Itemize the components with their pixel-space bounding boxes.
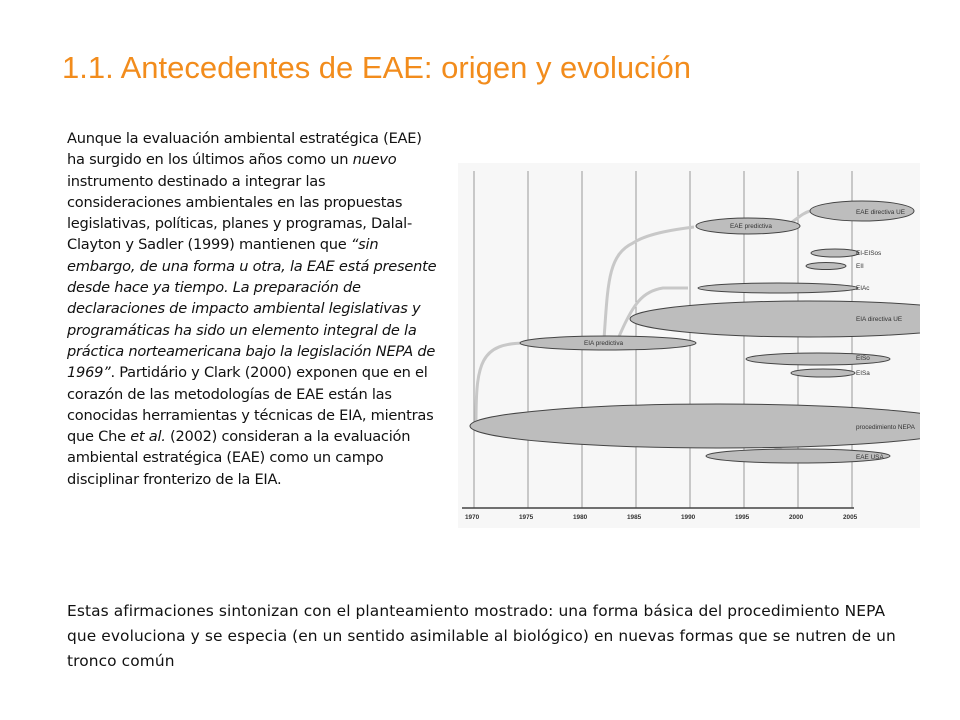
year-label: 1980	[573, 514, 588, 521]
year-label: 1995	[735, 514, 750, 521]
left-text-part-5: . Partidário y Clark (2000) exponen que en el corazón de las metodologías de EAE están las conocidas herramientas y técnicas de EIA, mientras que Che	[67, 364, 434, 446]
branch-label: EIA directiva UE	[856, 316, 903, 323]
branch-label: procedimiento NEPA	[856, 424, 915, 431]
left-text-part-3: instrumento destinado a integrar las consideraciones ambientales en las propuestas legislativas, políticas, planes y programas, Dalal-Clayton y Sadler (1999) mantienen que	[67, 172, 412, 254]
branch-label: EI-EISos	[856, 250, 882, 257]
inner-label-eia-predictiva: EIA predictiva	[584, 340, 624, 347]
bottom-paragraph: Estas afirmaciones sintonizan con el planteamiento mostrado: una forma básica del procedimiento NEPA que evoluciona y se especia (en un sentido asimilable al biológico) en nuevas formas que se nutren de un tronco común	[67, 602, 896, 670]
ellipse-eisa	[791, 369, 855, 377]
year-label: 1985	[627, 514, 642, 521]
left-text-quote: “sin embargo, de una forma u otra, la EAE está presente desde hace ya tiempo. La preparación de declaraciones de impacto ambiental legislativas y programáticas ha sido un elemento integral de la práctica norteamericana bajo la legislación NEPA de 1969”	[67, 236, 437, 382]
inner-label-eae-predictiva: EAE predictiva	[730, 223, 772, 230]
branch-label: EISo	[856, 355, 870, 362]
ellipse-ei-eisos	[811, 249, 859, 257]
slide-title: 1.1. Antecedentes de EAE: origen y evolución	[62, 50, 692, 85]
left-text-part-7: (2002) consideran a la evaluación ambiental estratégica (EAE) como un campo disciplinar fronterizo de la EIA.	[67, 428, 411, 488]
year-label: 1970	[465, 514, 480, 521]
branch-label: EII	[856, 263, 864, 270]
year-label: 1990	[681, 514, 696, 521]
branch-label: EAE USA	[856, 454, 884, 461]
branch-label: EIAc	[856, 285, 870, 292]
branch-label: EISa	[856, 370, 870, 377]
ellipse-procedimiento-nepa	[470, 404, 920, 448]
left-text-emphasis-nuevo: nuevo	[352, 151, 397, 169]
evolution-diagram	[458, 163, 920, 528]
ellipse-eiac	[698, 283, 858, 293]
branch-label: EAE directiva UE	[856, 209, 906, 216]
year-label: 2000	[789, 514, 804, 521]
left-text-emphasis-et-al: et al.	[130, 428, 166, 446]
year-label: 2005	[843, 514, 858, 521]
left-paragraph	[67, 128, 439, 490]
ellipse-eii	[806, 263, 846, 270]
year-label: 1975	[519, 514, 534, 521]
left-text-part-1: Aunque la evaluación ambiental estratégica (EAE) ha surgido en los últimos años como un	[67, 130, 422, 169]
